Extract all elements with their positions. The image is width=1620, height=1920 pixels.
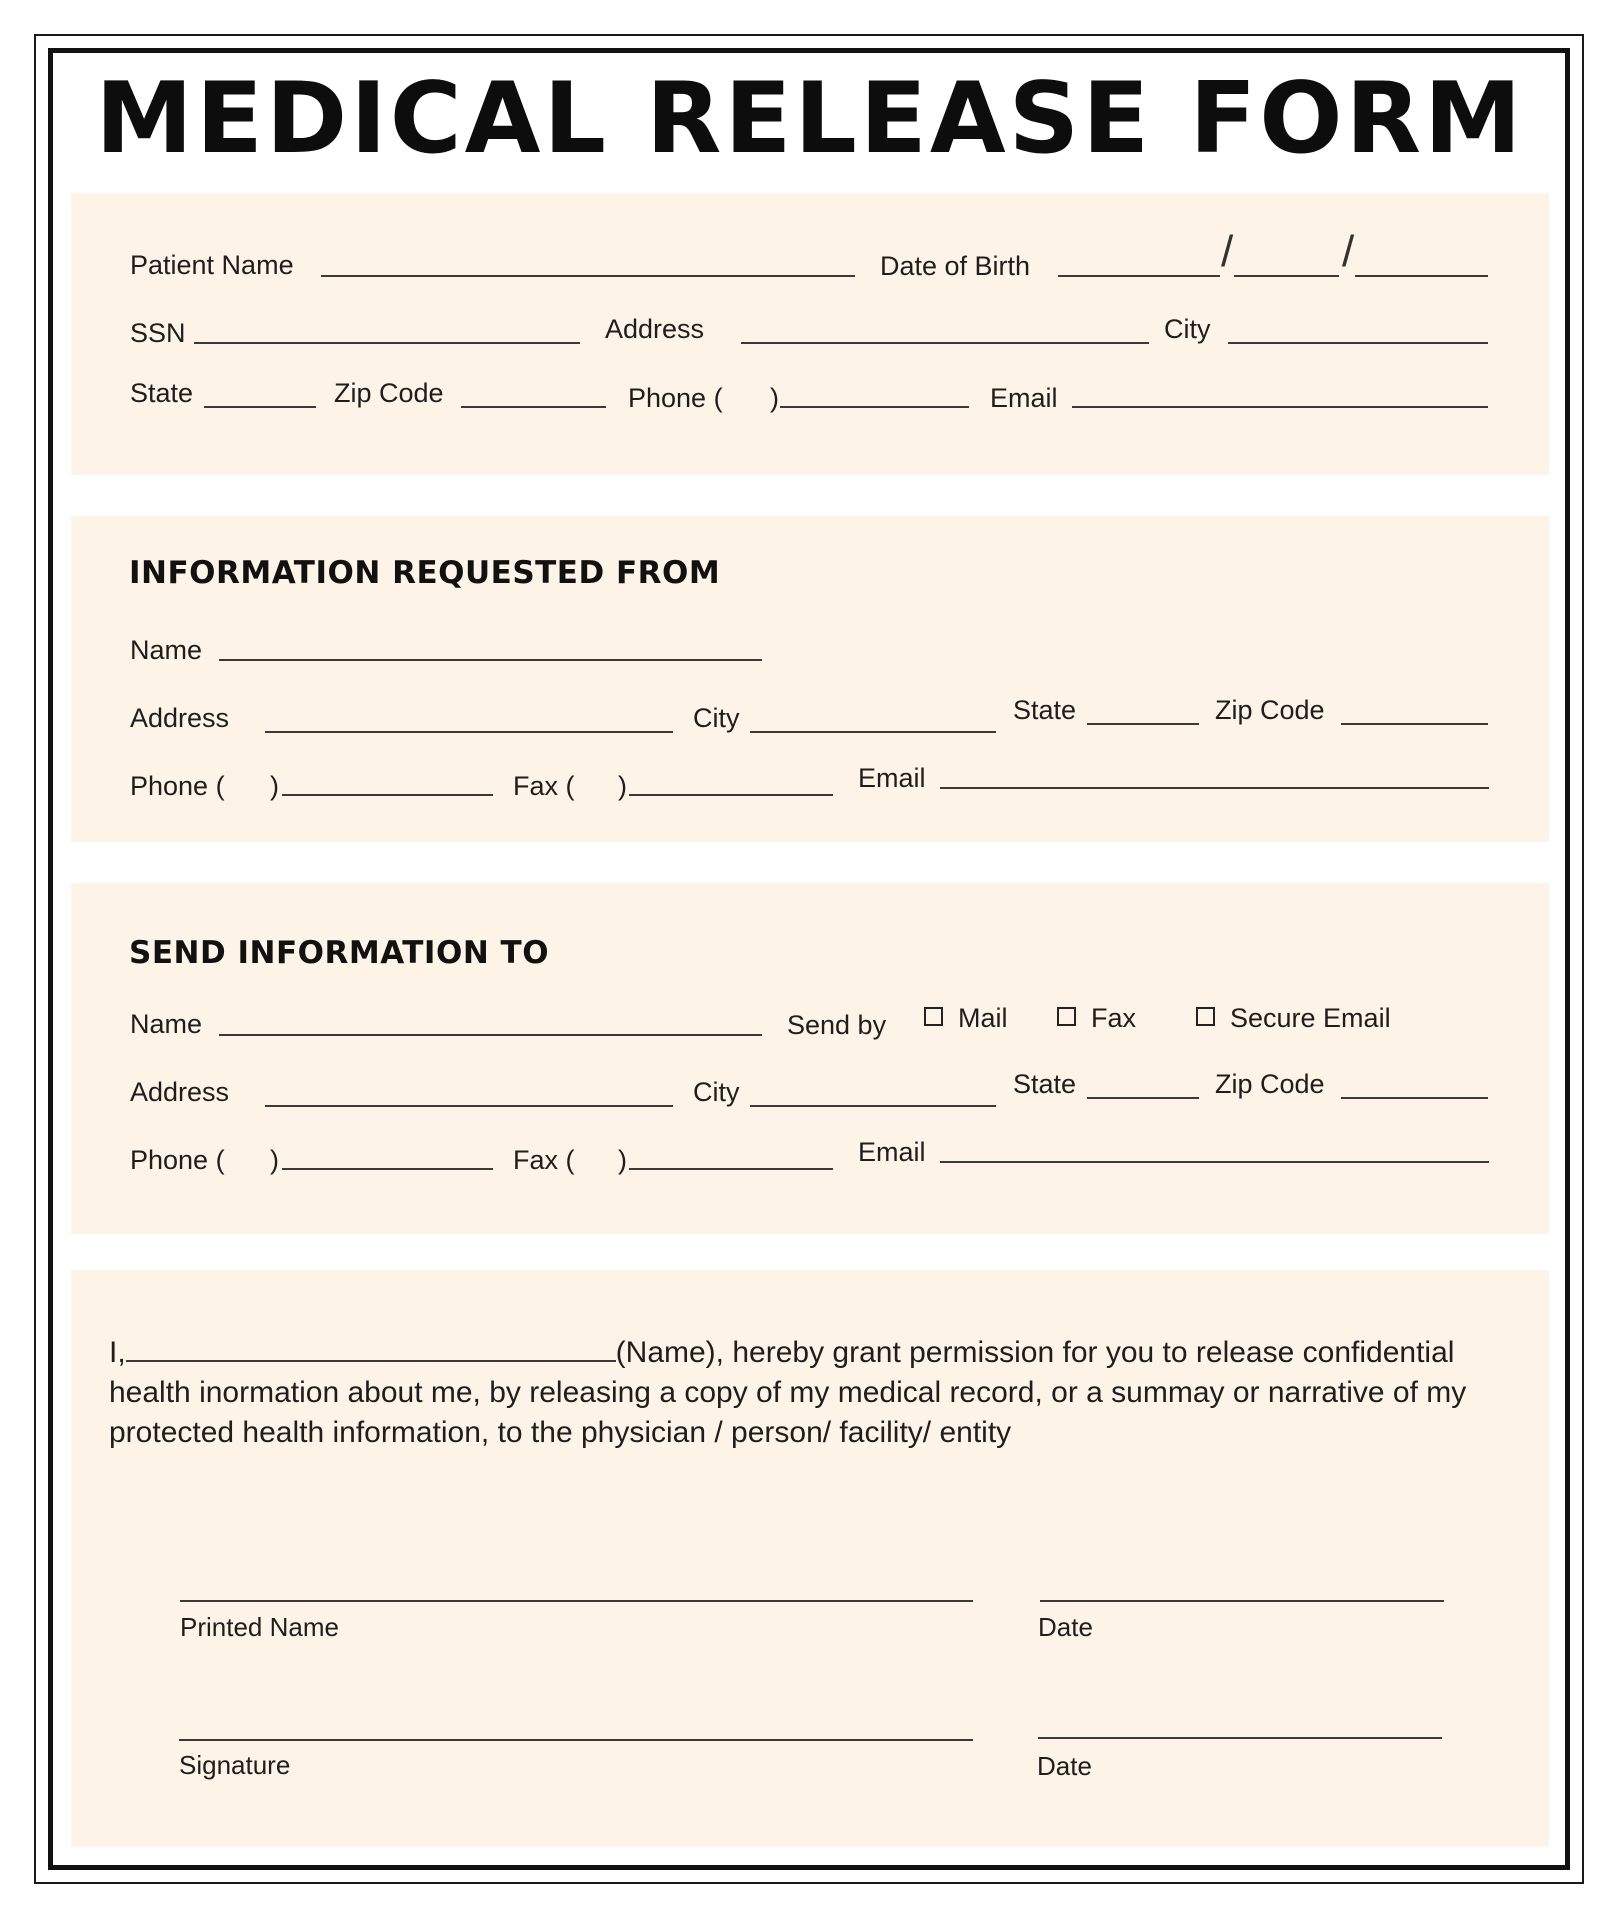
printed-name-label: Printed Name xyxy=(180,1612,339,1642)
requested-email-field[interactable] xyxy=(940,787,1489,789)
patient-phone-close: ) xyxy=(770,383,779,413)
requested-zip-label: Zip Code xyxy=(1215,695,1325,725)
patient-phone-label: Phone ( xyxy=(628,383,723,413)
requested-city-field[interactable] xyxy=(750,731,996,733)
requested-name-label: Name xyxy=(130,635,203,665)
patient-address-label: Address xyxy=(605,314,705,344)
patient-state-label: State xyxy=(130,378,194,408)
send-name-field[interactable] xyxy=(219,1034,762,1036)
send-phone-field[interactable] xyxy=(282,1168,493,1170)
patient-info-panel xyxy=(71,193,1549,475)
send-email-field[interactable] xyxy=(940,1161,1489,1163)
requested-fax-label: Fax ( xyxy=(513,771,575,801)
send-by-label: Send by xyxy=(787,1010,887,1040)
requested-fax-close: ) xyxy=(618,771,627,801)
consent-text: (Name), hereby grant permission for you to release confidential health inormation about me, by releasing a copy of my medical record, or a summay or narrative of my protected health information, to the physician / person/ facility/ entity xyxy=(109,1336,1467,1449)
requested-state-label: State xyxy=(1013,695,1077,725)
dob-year-field[interactable] xyxy=(1355,275,1488,277)
send-address-field[interactable] xyxy=(265,1105,673,1107)
requested-name-field[interactable] xyxy=(219,659,762,661)
dob-separator-1: / xyxy=(1221,227,1234,276)
ssn-label: SSN xyxy=(130,318,186,348)
patient-email-field[interactable] xyxy=(1072,406,1488,408)
requested-address-field[interactable] xyxy=(265,731,673,733)
send-phone-label: Phone ( xyxy=(130,1145,225,1175)
patient-state-field[interactable] xyxy=(204,406,316,408)
date-line-1[interactable] xyxy=(1040,1600,1444,1602)
requested-zip-field[interactable] xyxy=(1341,723,1488,725)
patient-city-field[interactable] xyxy=(1228,342,1488,344)
patient-city-label: City xyxy=(1164,314,1211,344)
patient-name-label: Patient Name xyxy=(130,250,294,280)
requested-city-label: City xyxy=(693,703,740,733)
send-email-label: Email xyxy=(858,1137,926,1167)
dob-day-field[interactable] xyxy=(1234,275,1339,277)
requested-email-label: Email xyxy=(858,763,926,793)
send-zip-label: Zip Code xyxy=(1215,1069,1325,1099)
send-state-field[interactable] xyxy=(1087,1097,1199,1099)
requested-state-field[interactable] xyxy=(1087,723,1199,725)
consent-prefix: I, xyxy=(109,1336,126,1369)
send-fax-field[interactable] xyxy=(629,1168,833,1170)
printed-name-line[interactable] xyxy=(180,1600,973,1602)
form-title: MEDICAL RELEASE FORM xyxy=(95,62,1525,176)
patient-zip-label: Zip Code xyxy=(334,378,444,408)
secure-email-checkbox[interactable] xyxy=(1196,1007,1215,1026)
mail-option-label: Mail xyxy=(958,1003,1008,1033)
send-city-field[interactable] xyxy=(750,1105,996,1107)
send-fax-close: ) xyxy=(618,1145,627,1175)
dob-month-field[interactable] xyxy=(1058,275,1220,277)
requested-address-label: Address xyxy=(130,703,230,733)
requested-phone-close: ) xyxy=(270,771,279,801)
requested-phone-label: Phone ( xyxy=(130,771,225,801)
patient-email-label: Email xyxy=(990,383,1058,413)
send-state-label: State xyxy=(1013,1069,1077,1099)
requested-fax-field[interactable] xyxy=(629,794,833,796)
send-phone-close: ) xyxy=(270,1145,279,1175)
date-line-2[interactable] xyxy=(1038,1737,1442,1739)
fax-checkbox[interactable] xyxy=(1057,1007,1076,1026)
ssn-field[interactable] xyxy=(194,342,580,344)
send-address-label: Address xyxy=(130,1077,230,1107)
patient-name-field[interactable] xyxy=(321,275,855,277)
patient-zip-field[interactable] xyxy=(461,406,606,408)
mail-checkbox[interactable] xyxy=(924,1007,943,1026)
send-city-label: City xyxy=(693,1077,740,1107)
fax-option-label: Fax xyxy=(1091,1003,1137,1033)
secure-email-option-label: Secure Email xyxy=(1230,1003,1391,1033)
consent-name-field[interactable] xyxy=(126,1336,616,1362)
patient-address-field[interactable] xyxy=(741,342,1149,344)
dob-separator-2: / xyxy=(1342,227,1355,276)
send-zip-field[interactable] xyxy=(1341,1097,1488,1099)
requested-from-heading: INFORMATION REQUESTED FROM xyxy=(129,555,721,591)
signature-label: Signature xyxy=(179,1750,291,1780)
dob-label: Date of Birth xyxy=(880,251,1031,281)
send-name-label: Name xyxy=(130,1009,203,1039)
patient-phone-field[interactable] xyxy=(780,406,969,408)
date-label-2: Date xyxy=(1037,1751,1092,1781)
date-label-1: Date xyxy=(1038,1612,1093,1642)
requested-phone-field[interactable] xyxy=(282,794,493,796)
consent-paragraph xyxy=(109,1333,1529,1453)
signature-line[interactable] xyxy=(179,1739,973,1741)
send-to-heading: SEND INFORMATION TO xyxy=(129,935,550,971)
send-fax-label: Fax ( xyxy=(513,1145,575,1175)
